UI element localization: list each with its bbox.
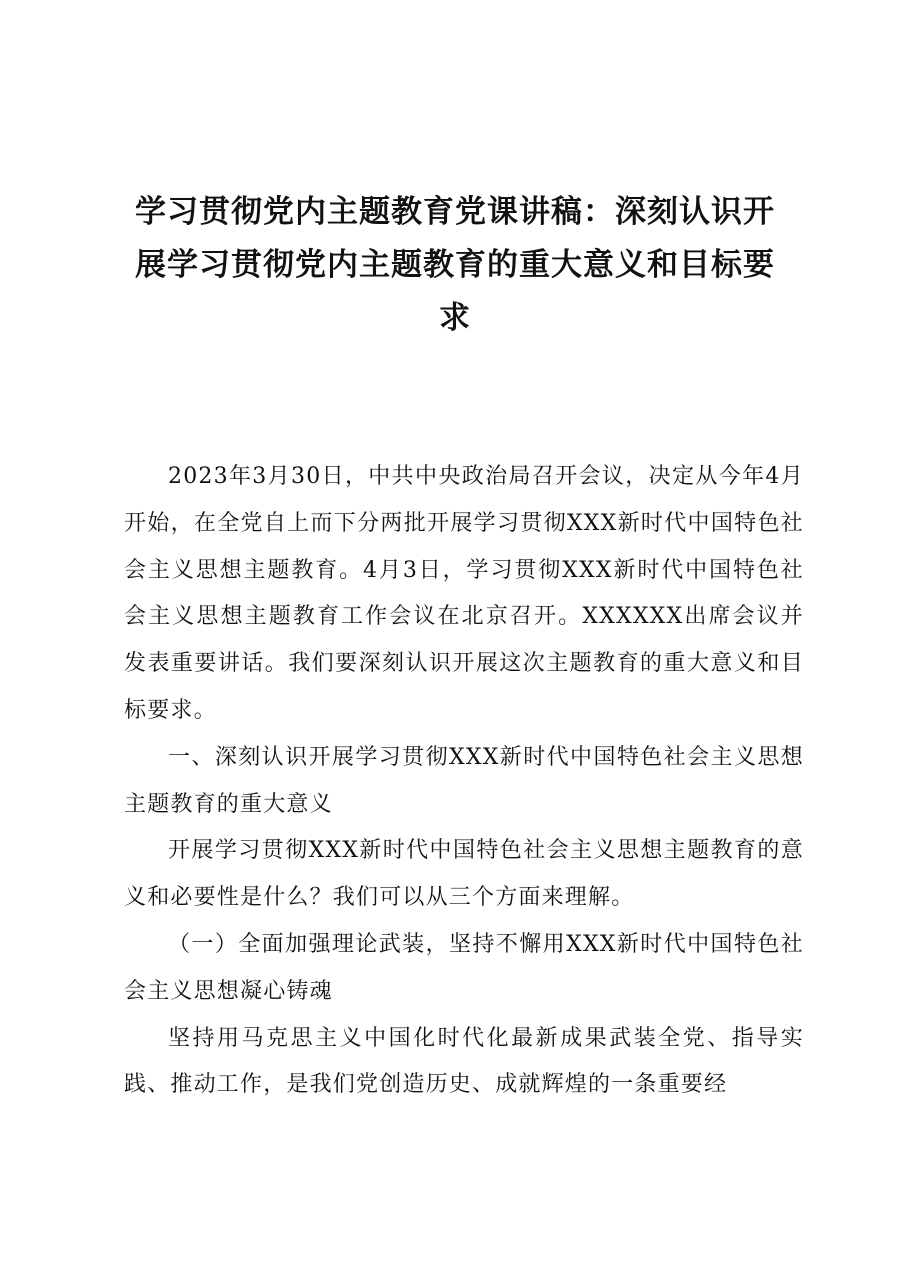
paragraph-intro: 2023年3月30日，中共中央政治局召开会议，决定从今年4月开始，在全党自上而下分两批开展学习贯彻XXX新时代中国特色社会主义思想主题教育。4月3日，学习贯彻XXX新时代中国特色社会主义思想主题教育工作会议在北京召开。XXXXXX出席会议并发表重要讲话。我们要深刻认识开展这次主题教育的重大意义和目标要求。 <box>124 464 804 723</box>
section-heading-1: 一、深刻认识开展学习贯彻XXX新时代中国特色社会主义思想主题教育的重大意义 <box>124 744 804 817</box>
paragraph-significance: 开展学习贯彻XXX新时代中国特色社会主义思想主题教育的意义和必要性是什么？我们可以从三个方面来理解。 <box>124 838 804 911</box>
paragraph-theory: 坚持用马克思主义中国化时代化最新成果武装全党、指导实践、推动工作，是我们党创造历史、成就辉煌的一条重要经 <box>124 1025 804 1098</box>
title-line-2: 展学习贯彻党内主题教育的重大意义和目标要 <box>135 247 775 283</box>
title-line-1: 学习贯彻党内主题教育党课讲稿：深刻认识开 <box>135 194 775 230</box>
subsection-heading-1: （一）全面加强理论武装，坚持不懈用XXX新时代中国特色社会主义思想凝心铸魂 <box>124 931 804 1004</box>
title-line-3: 求 <box>439 300 471 336</box>
document-body <box>124 454 804 1109</box>
document-title <box>110 186 800 345</box>
